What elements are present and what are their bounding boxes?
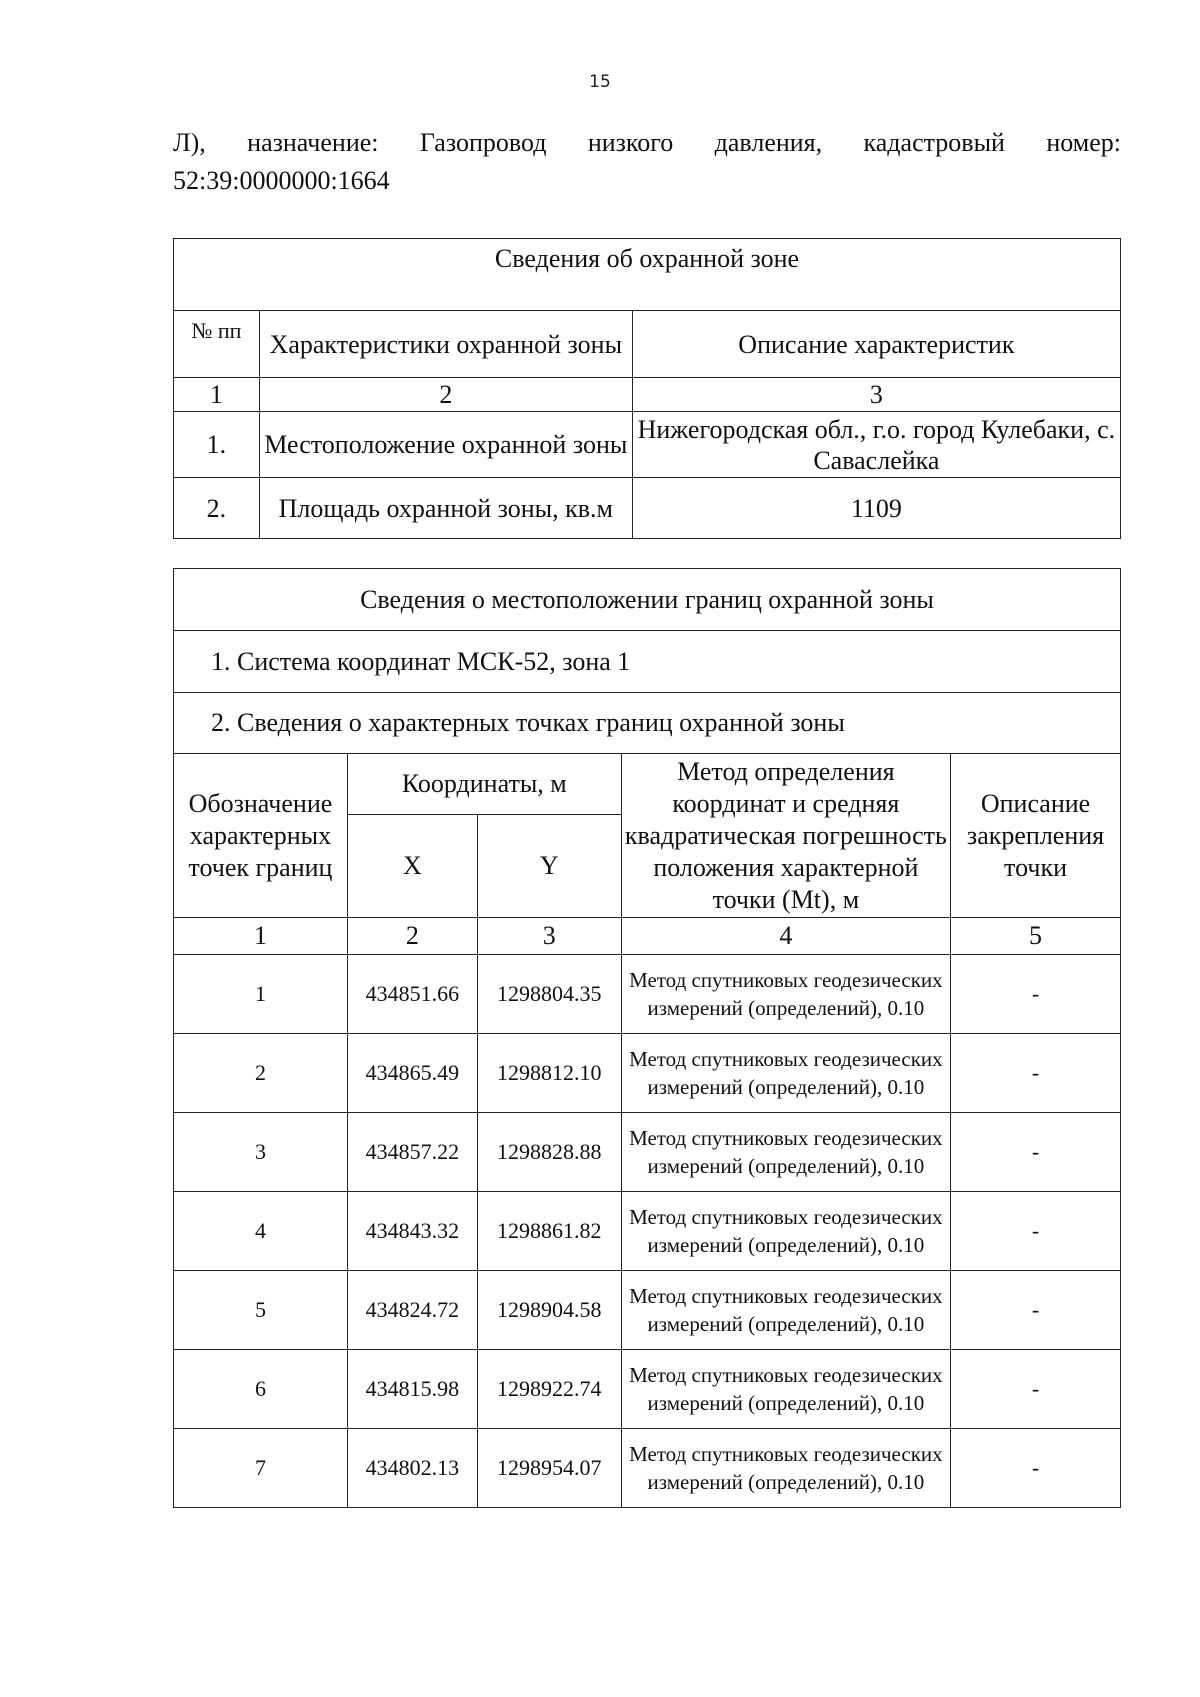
col-number-2: 2: [347, 918, 477, 955]
fixing-description: -: [951, 1350, 1121, 1429]
col-number-5: 5: [951, 918, 1121, 955]
method-description: Метод спутниковых геодезических измерений (определений), 0.10: [621, 1429, 950, 1508]
table-row: [174, 1034, 1121, 1113]
point-label: 5: [174, 1271, 348, 1350]
fixing-description: -: [951, 1192, 1121, 1271]
header-point: Обозначение характерных точек границ: [174, 754, 348, 918]
row-number: 2.: [174, 478, 260, 539]
protection-zone-table: [173, 238, 1121, 539]
intro-line-1: [173, 124, 1121, 162]
header-coordinates: Координаты, м: [347, 754, 621, 815]
method-description: Метод спутниковых геодезических измерений (определений), 0.10: [621, 1113, 950, 1192]
intro-word: кадастровый: [863, 128, 1005, 157]
page-number: 15: [589, 72, 611, 92]
method-description: Метод спутниковых геодезических измерений (определений), 0.10: [621, 1034, 950, 1113]
table-row: [174, 1271, 1121, 1350]
point-label: 6: [174, 1350, 348, 1429]
row-description: 1109: [632, 478, 1120, 539]
row-number: 1.: [174, 412, 260, 478]
header-characteristics: Характеристики охранной зоны: [259, 311, 632, 378]
col-number-3: 3: [477, 918, 621, 955]
table-row: [174, 955, 1121, 1034]
method-description: Метод спутниковых геодезических измерений (определений), 0.10: [621, 1192, 950, 1271]
col-number-1: 1: [174, 378, 260, 412]
table-row: [174, 478, 1121, 539]
y-coordinate: 1298954.07: [477, 1429, 621, 1508]
x-coordinate: 434857.22: [347, 1113, 477, 1192]
x-coordinate: 434843.32: [347, 1192, 477, 1271]
method-description: Метод спутниковых геодезических измерений (определений), 0.10: [621, 955, 950, 1034]
point-label: 4: [174, 1192, 348, 1271]
table-row: [174, 1113, 1121, 1192]
intro-word: назначение:: [247, 128, 379, 157]
method-description: Метод спутниковых геодезических измерений (определений), 0.10: [621, 1350, 950, 1429]
header-y: Y: [477, 815, 621, 918]
point-label: 1: [174, 955, 348, 1034]
x-coordinate: 434815.98: [347, 1350, 477, 1429]
header-description: Описание характеристик: [632, 311, 1120, 378]
point-label: 3: [174, 1113, 348, 1192]
y-coordinate: 1298804.35: [477, 955, 621, 1034]
col-number-2: 2: [259, 378, 632, 412]
table-row: [174, 1429, 1121, 1508]
method-description: Метод спутниковых геодезических измерений (определений), 0.10: [621, 1271, 950, 1350]
row-characteristic: Площадь охранной зоны, кв.м: [259, 478, 632, 539]
intro-word: давления,: [714, 128, 823, 157]
fixing-description: -: [951, 1113, 1121, 1192]
x-coordinate: 434802.13: [347, 1429, 477, 1508]
y-coordinate: 1298861.82: [477, 1192, 621, 1271]
point-label: 7: [174, 1429, 348, 1508]
fixing-description: -: [951, 1271, 1121, 1350]
x-coordinate: 434824.72: [347, 1271, 477, 1350]
x-coordinate: 434851.66: [347, 955, 477, 1034]
y-coordinate: 1298812.10: [477, 1034, 621, 1113]
intro-word: Л),: [173, 128, 206, 157]
fixing-description: -: [951, 1034, 1121, 1113]
intro-word: низкого: [587, 128, 674, 157]
intro-paragraph: [173, 124, 1121, 200]
intro-word: номер:: [1046, 128, 1121, 157]
bounds-table-title: Сведения о местоположении границ охранной зоны: [174, 569, 1121, 631]
cadastral-number: 52:39:0000000:1664: [173, 166, 390, 195]
y-coordinate: 1298922.74: [477, 1350, 621, 1429]
fixing-description: -: [951, 1429, 1121, 1508]
header-x: X: [347, 815, 477, 918]
intro-word: Газопровод: [419, 128, 547, 157]
y-coordinate: 1298828.88: [477, 1113, 621, 1192]
col-number-4: 4: [621, 918, 950, 955]
zone-table-title: Сведения об охранной зоне: [174, 239, 1121, 311]
points-section-title: 2. Сведения о характерных точках границ охранной зоны: [174, 693, 1121, 754]
x-coordinate: 434865.49: [347, 1034, 477, 1113]
row-description: Нижегородская обл., г.о. город Кулебаки, с. Саваслейка: [632, 412, 1120, 478]
y-coordinate: 1298904.58: [477, 1271, 621, 1350]
point-label: 2: [174, 1034, 348, 1113]
col-number-1: 1: [174, 918, 348, 955]
header-method: Метод определения координат и средняя квадратическая погрешность положения характерной точки (Mt), м: [621, 754, 950, 918]
table-row: [174, 1350, 1121, 1429]
row-characteristic: Местоположение охранной зоны: [259, 412, 632, 478]
boundary-points-table: [173, 568, 1121, 1508]
coordinate-system: 1. Система координат МСК-52, зона 1: [174, 631, 1121, 693]
header-fixing: Описание закрепления точки: [951, 754, 1121, 918]
table-row: [174, 1192, 1121, 1271]
table-row: [174, 412, 1121, 478]
fixing-description: -: [951, 955, 1121, 1034]
header-number: № пп: [174, 311, 260, 378]
col-number-3: 3: [632, 378, 1120, 412]
